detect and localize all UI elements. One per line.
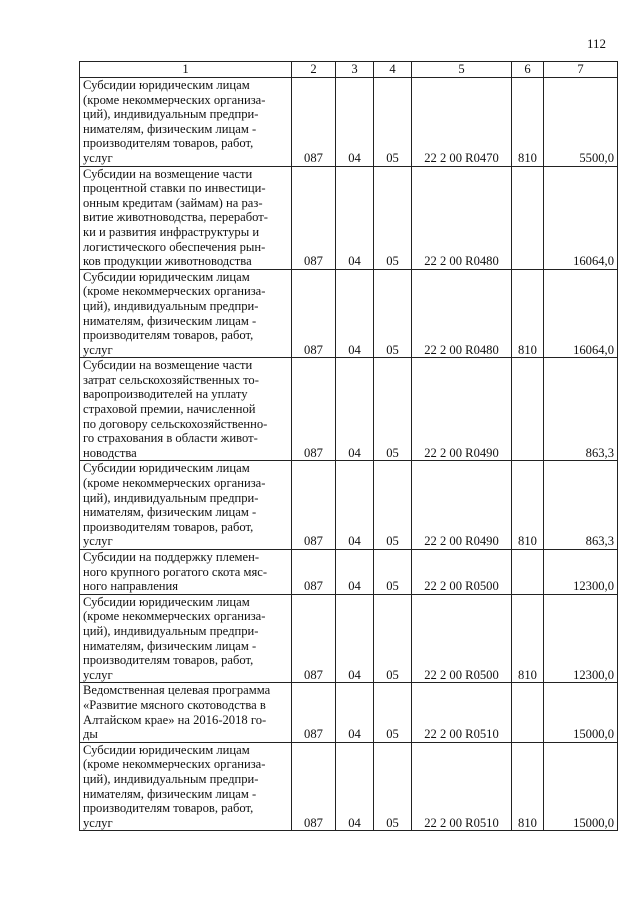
row-amount: 12300,0: [544, 594, 618, 683]
header-col-4: 4: [374, 62, 412, 78]
row-amount: 863,3: [544, 461, 618, 550]
table-row: [80, 742, 618, 831]
row-subsection: 05: [374, 269, 412, 358]
table-row: [80, 78, 618, 167]
row-name: Субсидии на поддержку племен- ного крупного рогатого скота мяс- ного направления: [80, 550, 292, 595]
row-section: 04: [336, 78, 374, 167]
row-target: 22 2 00 R0470: [412, 78, 512, 167]
row-subsection: 05: [374, 166, 412, 269]
header-col-6: 6: [512, 62, 544, 78]
row-ministry: 087: [292, 550, 336, 595]
row-amount: 5500,0: [544, 78, 618, 167]
row-name: Субсидии юридическим лицам (кроме некоммерческих организа- ций), индивидуальным предпри- нимателям, физическим лицам - производителям товаров, работ, услуг: [80, 594, 292, 683]
row-section: 04: [336, 550, 374, 595]
row-target: 22 2 00 R0510: [412, 742, 512, 831]
row-target: 22 2 00 R0490: [412, 358, 512, 461]
row-expense-type: [512, 550, 544, 595]
row-amount: 15000,0: [544, 742, 618, 831]
row-subsection: 05: [374, 550, 412, 595]
table-row: [80, 550, 618, 595]
header-col-3: 3: [336, 62, 374, 78]
row-name: Субсидии юридическим лицам (кроме некоммерческих организа- ций), индивидуальным предпри- нимателям, физическим лицам - производителям товаров, работ, услуг: [80, 742, 292, 831]
row-subsection: 05: [374, 742, 412, 831]
row-expense-type: 810: [512, 269, 544, 358]
row-ministry: 087: [292, 269, 336, 358]
table-row: [80, 594, 618, 683]
row-name: Субсидии юридическим лицам (кроме некоммерческих организа- ций), индивидуальным предпри- нимателям, физическим лицам - производителям товаров, работ, услуг: [80, 461, 292, 550]
row-amount: 12300,0: [544, 550, 618, 595]
row-subsection: 05: [374, 594, 412, 683]
row-name: Субсидии юридическим лицам (кроме некоммерческих организа- ций), индивидуальным предпри- нимателям, физическим лицам - производителям товаров, работ, услуг: [80, 78, 292, 167]
row-section: 04: [336, 269, 374, 358]
row-name: Субсидии на возмещение части процентной ставки по инвестици- онным кредитам (займам) на раз- витие животноводства, переработ- ки и развития инфраструктуры и логистического обеспечения рын- ков продукции животноводства: [80, 166, 292, 269]
table-row: [80, 461, 618, 550]
header-col-7: 7: [544, 62, 618, 78]
row-amount: 16064,0: [544, 166, 618, 269]
row-amount: 863,3: [544, 358, 618, 461]
header-col-5: 5: [412, 62, 512, 78]
row-section: 04: [336, 742, 374, 831]
row-section: 04: [336, 461, 374, 550]
row-target: 22 2 00 R0500: [412, 550, 512, 595]
table-row: [80, 269, 618, 358]
row-amount: 15000,0: [544, 683, 618, 742]
page-number: 112: [586, 36, 606, 51]
row-ministry: 087: [292, 461, 336, 550]
row-expense-type: 810: [512, 461, 544, 550]
row-subsection: 05: [374, 358, 412, 461]
row-subsection: 05: [374, 461, 412, 550]
header-col-2: 2: [292, 62, 336, 78]
row-section: 04: [336, 358, 374, 461]
row-ministry: 087: [292, 683, 336, 742]
table-row: [80, 358, 618, 461]
row-ministry: 087: [292, 742, 336, 831]
row-name: Субсидии юридическим лицам (кроме некоммерческих организа- ций), индивидуальным предпри- нимателям, физическим лицам - производителям товаров, работ, услуг: [80, 269, 292, 358]
row-ministry: 087: [292, 166, 336, 269]
row-section: 04: [336, 166, 374, 269]
row-section: 04: [336, 683, 374, 742]
row-target: 22 2 00 R0490: [412, 461, 512, 550]
row-name: Субсидии на возмещение части затрат сельскохозяйственных то- варопроизводителей на уплату страховой премии, начисленной по договору сельскохозяйственно- го страхования в области живот- новодства: [80, 358, 292, 461]
table-row: [80, 166, 618, 269]
row-expense-type: 810: [512, 78, 544, 167]
row-target: 22 2 00 R0480: [412, 269, 512, 358]
row-subsection: 05: [374, 683, 412, 742]
row-target: 22 2 00 R0480: [412, 166, 512, 269]
row-subsection: 05: [374, 78, 412, 167]
row-ministry: 087: [292, 594, 336, 683]
row-expense-type: [512, 358, 544, 461]
row-target: 22 2 00 R0500: [412, 594, 512, 683]
row-expense-type: [512, 166, 544, 269]
row-expense-type: [512, 683, 544, 742]
table-header-row: [80, 62, 618, 78]
row-target: 22 2 00 R0510: [412, 683, 512, 742]
row-section: 04: [336, 594, 374, 683]
header-col-1: 1: [80, 62, 292, 78]
row-ministry: 087: [292, 358, 336, 461]
row-expense-type: 810: [512, 594, 544, 683]
table-row: [80, 683, 618, 742]
row-expense-type: 810: [512, 742, 544, 831]
row-amount: 16064,0: [544, 269, 618, 358]
budget-table: [79, 61, 618, 831]
row-ministry: 087: [292, 78, 336, 167]
row-name: Ведомственная целевая программа «Развитие мясного скотоводства в Алтайском крае» на 2016-2018 го- ды: [80, 683, 292, 742]
